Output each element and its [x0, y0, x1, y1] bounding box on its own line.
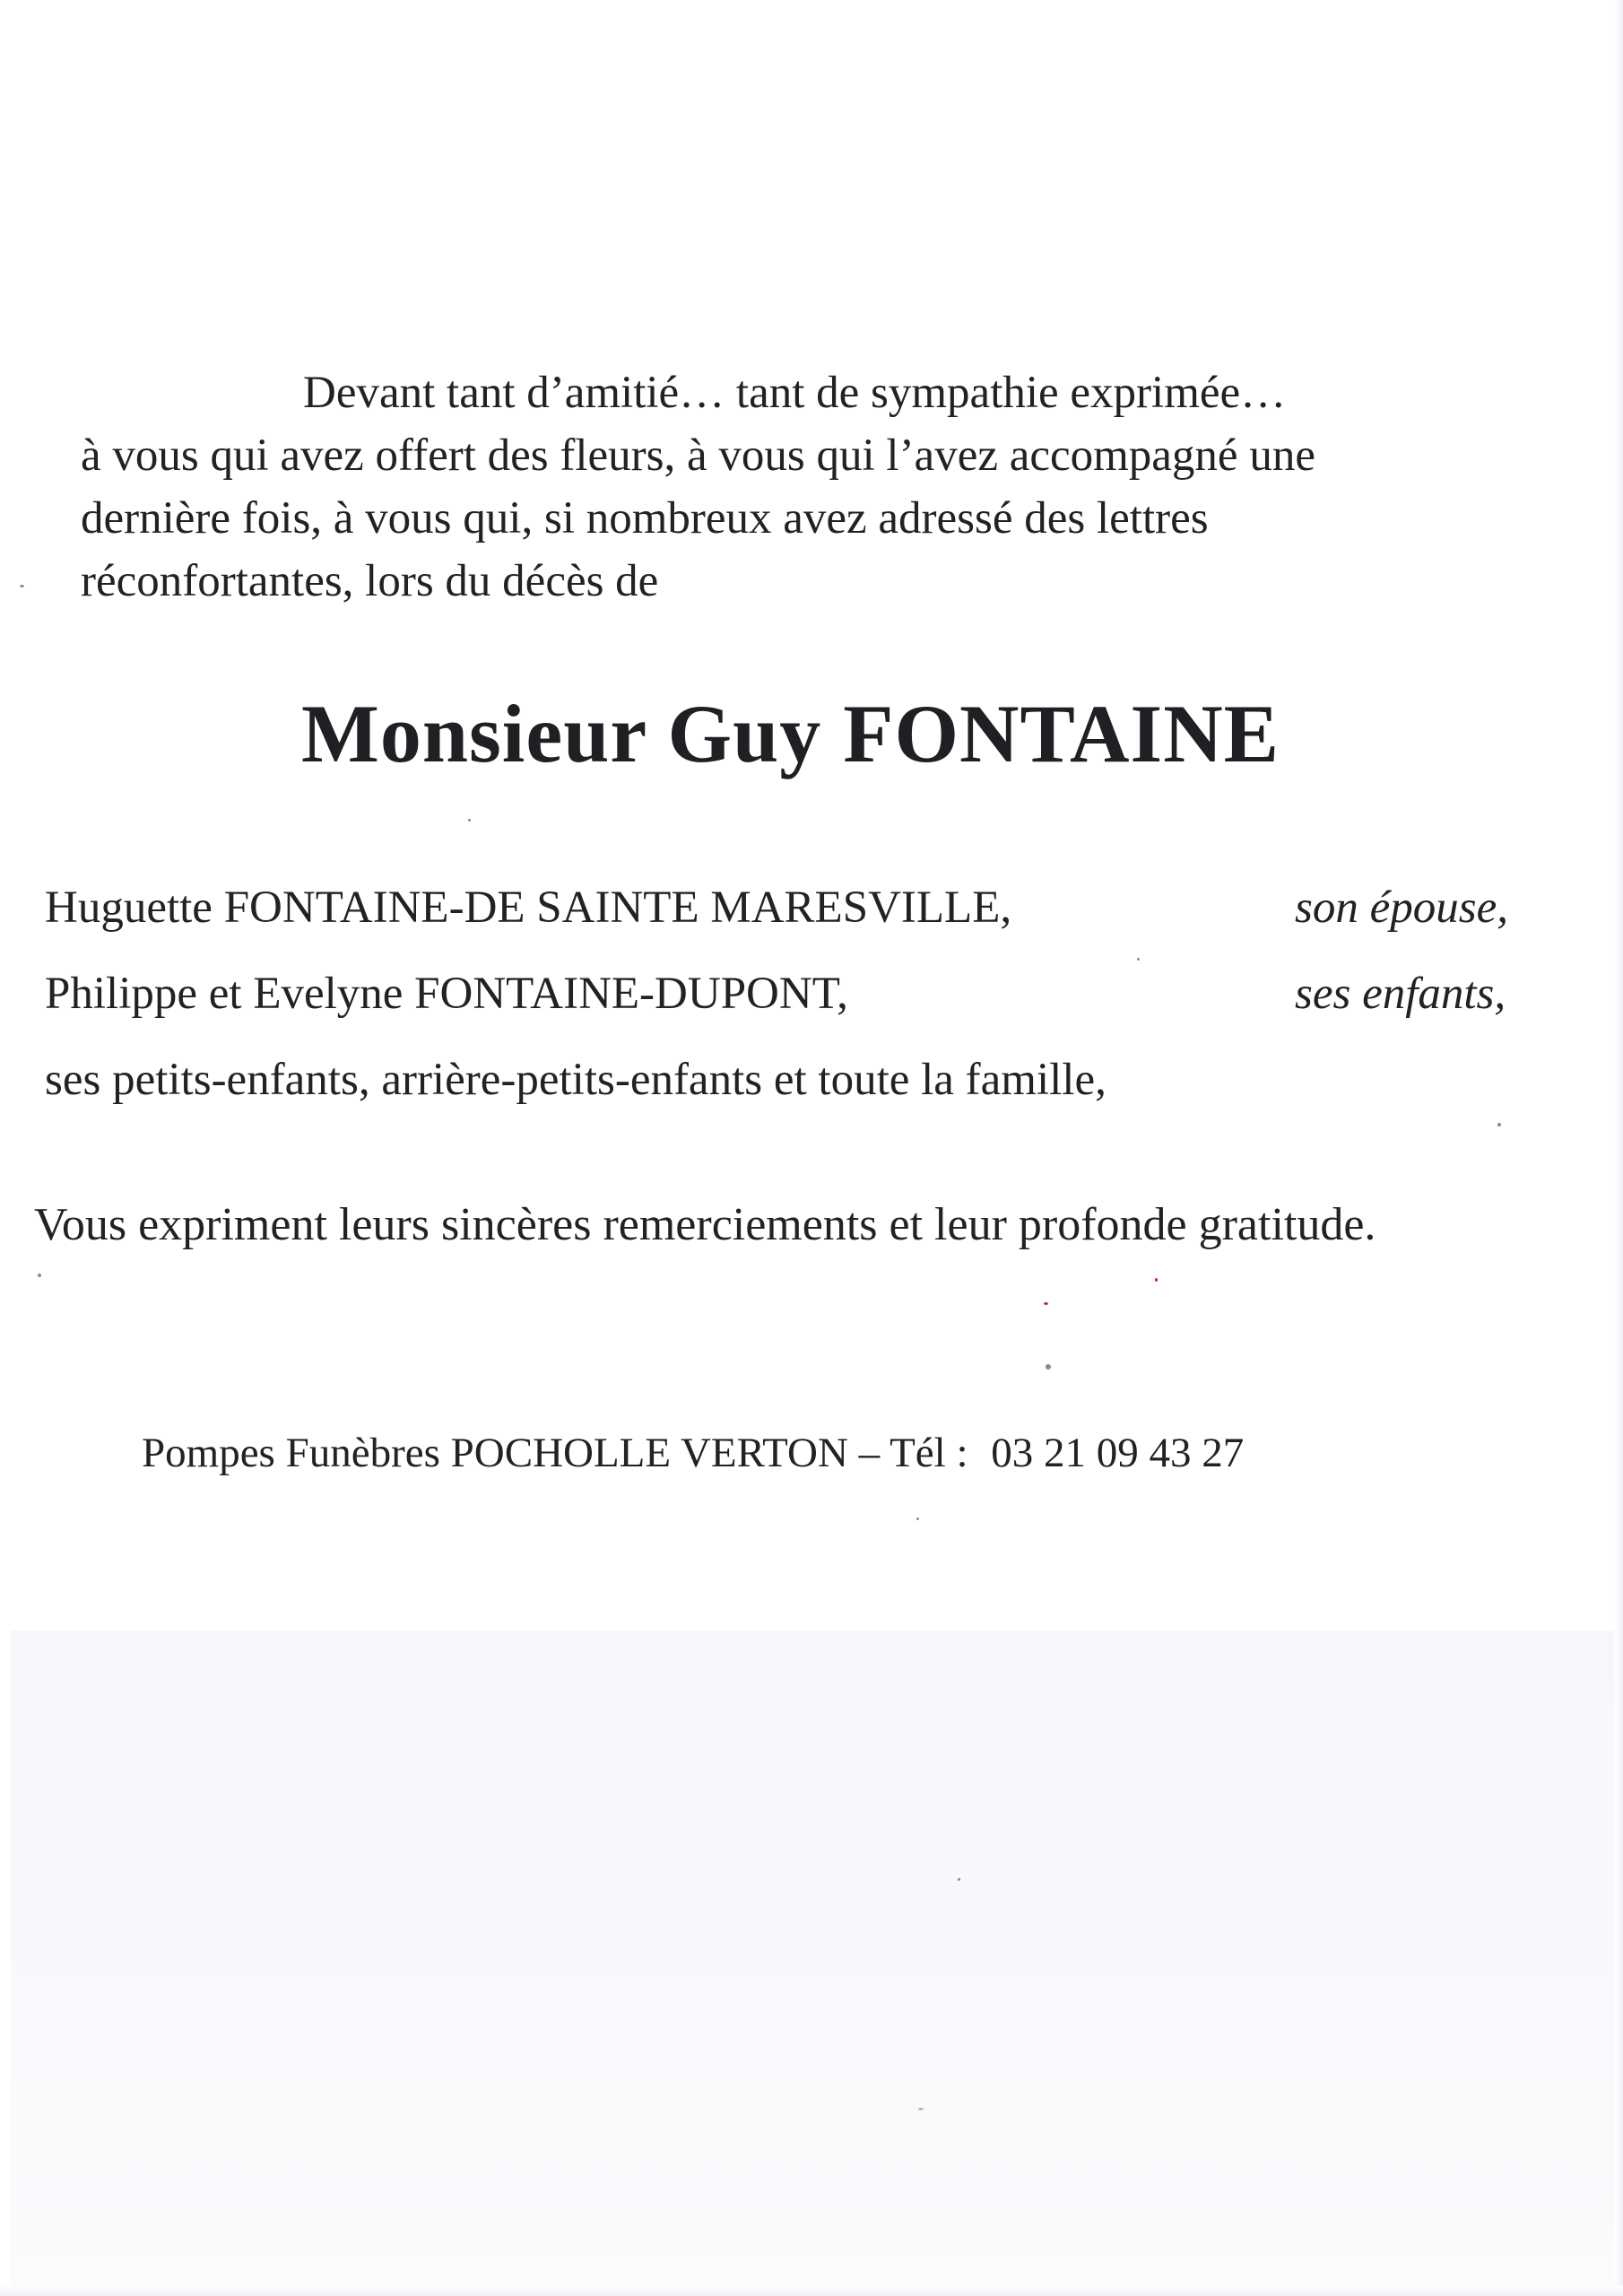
scan-speck: [958, 1878, 960, 1881]
deceased-name-heading: Monsieur Guy FONTAINE: [301, 688, 1280, 779]
intro-line-4: réconfortantes, lors du décès de: [81, 556, 659, 606]
family-member-relation: son épouse,: [1295, 883, 1508, 933]
intro-line-1: Devant tant d’amitié… tant de sympathie exprimée…: [303, 368, 1287, 418]
funeral-home-contact: [142, 1428, 1244, 1478]
intro-line-3: dernière fois, à vous qui, si nombreux avez adressé des lettres: [81, 493, 1209, 544]
scan-speck: [916, 1518, 919, 1520]
scan-speck: [1155, 1278, 1158, 1282]
scan-speck: [468, 819, 471, 822]
family-member-names: Philippe et Evelyne FONTAINE-DUPONT,: [45, 969, 848, 1019]
scan-edge: [0, 2285, 1623, 2296]
intro-line-2: à vous qui avez offert des fleurs, à vous qui l’avez accompagné une: [81, 430, 1315, 481]
funeral-home-phone: 03 21 09 43 27: [991, 1430, 1245, 1476]
scan-speck: [1497, 1123, 1501, 1126]
thanks-line: Vous expriment leurs sincères remerciements et leur profonde gratitude.: [34, 1199, 1376, 1250]
family-member-names: Huguette FONTAINE-DE SAINTE MARESVILLE,: [45, 883, 1012, 933]
scan-speck: [38, 1274, 41, 1277]
funeral-home-name: Pompes Funèbres POCHOLLE VERTON – Tél :: [142, 1430, 968, 1476]
scan-edge: [1614, 0, 1623, 2296]
scan-speck: [20, 585, 24, 587]
extended-family-line: ses petits-enfants, arrière-petits-enfants et toute la famille,: [45, 1055, 1107, 1105]
scan-speck: [1046, 1364, 1051, 1370]
scan-speck: [918, 2108, 924, 2110]
scan-shadow-area: [11, 1631, 1616, 2285]
scan-speck: [1044, 1302, 1048, 1305]
family-member-relation: ses enfants,: [1295, 969, 1506, 1019]
scan-speck: [1137, 958, 1140, 961]
